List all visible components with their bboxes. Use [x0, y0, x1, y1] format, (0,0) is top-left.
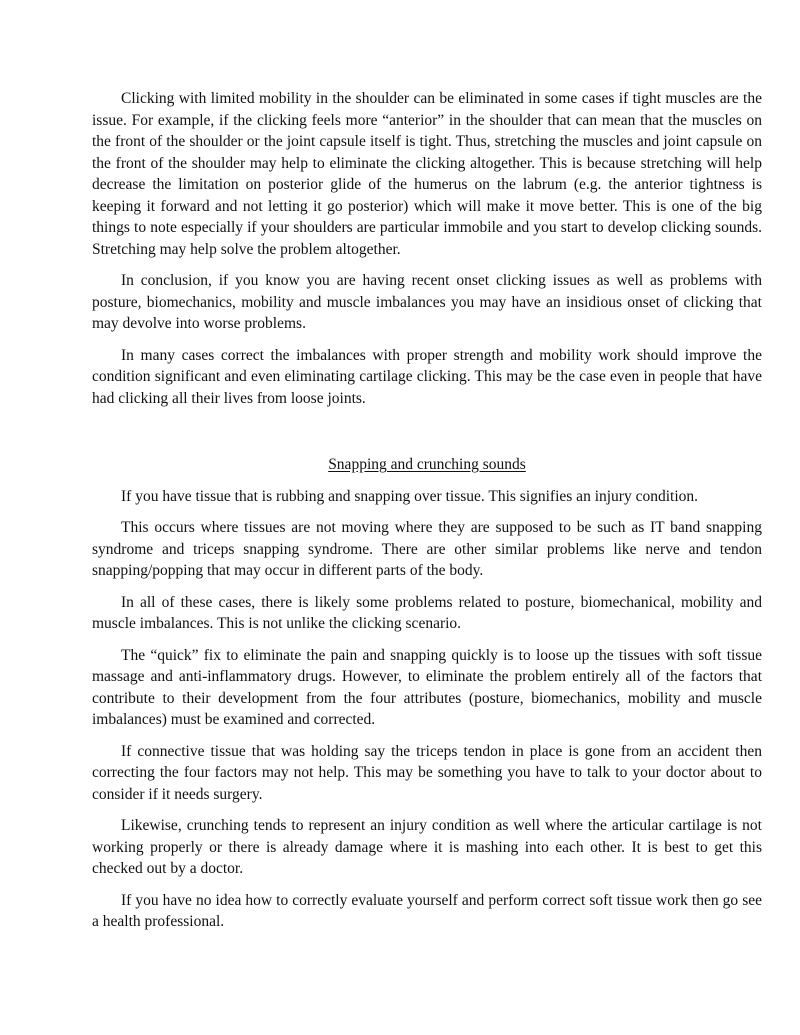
paragraph-related-problems: In all of these cases, there is likely some problems related to posture, biomechanical, mobility and muscle imbalances. This is not unlike the clicking scenario. [92, 593, 762, 632]
paragraph-shoulder-clicking: Clicking with limited mobility in the shoulder can be eliminated in some cases if tight muscles are the issue. For example, if the clicking feels more “anterior” in the shoulder that can mean that the muscles on the front of the shoulder or the joint capsule itself is tight. Thus, stretching the muscles and joint capsule on the front of the shoulder may help to eliminate the clicking altogether. This is because stretching will help decrease the limitation on posterior glide of the humerus on the labrum (e.g. the anterior tightness is keeping it forward and not letting it go posterior) which will make it move better. This is one of the big things to note especially if your shoulders are particular immobile and you start to develop clicking sounds. Stretching may help solve the problem altogether. [92, 90, 762, 258]
section-heading: Snapping and crunching sounds [328, 456, 526, 473]
paragraph-conclusion: In conclusion, if you know you are having recent onset clicking issues as well as problems with posture, biomechanics, mobility and muscle imbalances you may have an insidious onset of clicking that may devolve into worse problems. [92, 272, 762, 332]
paragraph-rubbing-tissue: If you have tissue that is rubbing and snapping over tissue. This signifies an injury condition. [121, 487, 699, 505]
paragraph-quick-fix: The “quick” fix to eliminate the pain and snapping quickly is to loose up the tissues with soft tissue massage and anti-inflammatory drugs. However, to eliminate the problem entirely all of the factors that contribute to their development from the four attributes (posture, biomechanics, mobility and muscle imbalances) must be examined and corrected. [92, 646, 762, 728]
paragraph-connective-tissue: If connective tissue that was holding say the triceps tendon in place is gone from an accident then correcting the four factors may not help. This may be something you have to talk to your doctor about to consider if it needs surgery. [92, 742, 762, 803]
section-spacer [92, 419, 762, 454]
paragraph-health-professional: If you have no idea how to correctly evaluate yourself and perform correct soft tissue work then go see a health professional. [92, 891, 762, 930]
document-page [92, 88, 762, 943]
paragraph-snapping-syndromes: This occurs where tissues are not moving where they are supposed to be such as IT band snapping syndrome and triceps snapping syndrome. There are other similar problems like nerve and tendon snapping/popping that may occur in different parts of the body. [92, 519, 762, 579]
paragraph-crunching: Likewise, crunching tends to represent an injury condition as well where the articular cartilage is not working properly or there is already damage where it is mashing into each other. It is best to get this checked out by a doctor. [92, 817, 762, 877]
paragraph-imbalances: In many cases correct the imbalances with proper strength and mobility work should improve the condition significant and even eliminating cartilage clicking. This may be the case even in people that have had clicking all their lives from loose joints. [92, 346, 762, 407]
